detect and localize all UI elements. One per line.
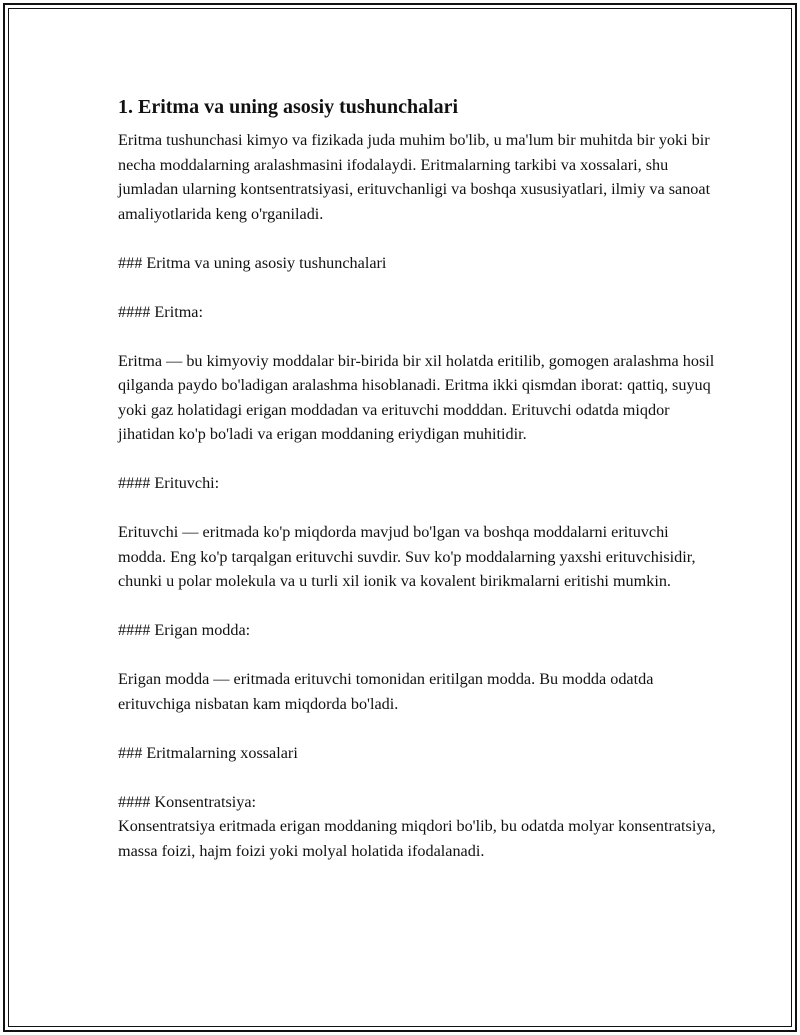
subheading-eritma: #### Eritma:: [118, 302, 203, 321]
paragraph-erigan-modda: Erigan modda — eritmada erituvchi tomonidan eritilgan modda. Bu modda odatda erituvchiga nisbatan kam miqdorda bo'ladi.: [118, 670, 654, 713]
subheading-erituvchi: #### Erituvchi:: [118, 474, 220, 492]
intro-paragraph: Eritma tushunchasi kimyo va fizikada juda muhim bo'lib, u ma'lum bir muhitda bir yoki bir necha moddalarning aralashmasini ifodalaydi. Eritmalarning tarkibi va xossalari, shu jumladan ularning kontsentratsiyasi, erituvchanligi va boshqa xususiyatlari, ilmiy va sanoat amaliyotlarida keng o'rganiladi.: [118, 131, 711, 223]
subheading-konsentratsiya: #### Konsentratsiya:: [118, 792, 257, 811]
paragraph-konsentratsiya: Konsentratsiya eritmada erigan moddaning miqdori bo'lib, bu odatda molyar konsentratsiya, massa foizi, hajm foizi yoki molyal holatida ifodalanadi.: [118, 817, 716, 860]
subheading-erigan-modda: #### Erigan modda:: [118, 621, 251, 639]
section-heading-eritma-tushunchalari: ### Eritma va uning asosiy tushunchalari: [118, 253, 387, 272]
section-heading-xossalari: ### Eritmalarning xossalari: [118, 743, 298, 762]
document-body: [118, 94, 718, 863]
paragraph-eritma: Eritma — bu kimyoviy moddalar bir-birida bir xil holatda eritilib, gomogen aralashma hosil qilganda paydo bo'ladigan aralashma hisoblanadi. Eritma ikki qismdan iborat: qattiq, suyuq yoki gaz holatidagi erigan moddadan va erituvchi modddan. Erituvchi odatda miqdor jihatidan ko'p bo'ladi va erigan moddaning eriydigan muhitidir.: [118, 351, 715, 443]
document-title: 1. Eritma va uning asosiy tushunchalari: [118, 96, 459, 118]
paragraph-erituvchi: Erituvchi — eritmada ko'p miqdorda mavjud bo'lgan va boshqa moddalarni erituvchi modda. Eng ko'p tarqalgan erituvchi suvdir. Suv ko'p moddalarning yaxshi erituvchisidir, chunki u polar molekula va u turli xil ionik va kovalent birikmalarni eritishi mumkin.: [118, 523, 696, 590]
